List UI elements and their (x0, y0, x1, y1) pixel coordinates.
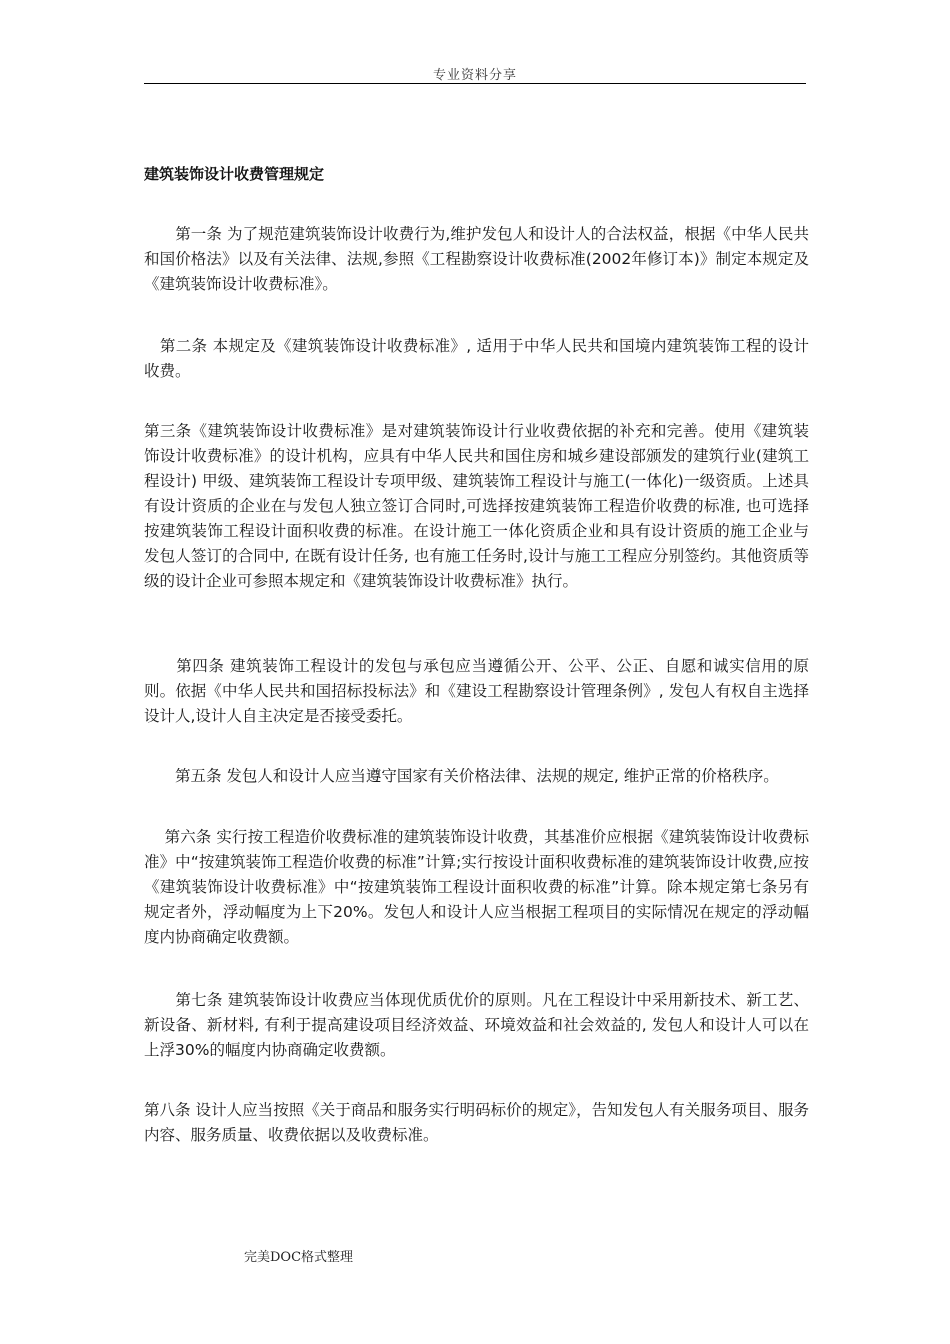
page-footer: 完美DOC格式整理 (244, 1250, 354, 1265)
page-header: 专业资料分享 (432, 68, 517, 83)
article-5: 第五条 发包人和设计人应当遵守国家有关价格法律、法规的规定, 维护正常的价格秩序。 (144, 767, 779, 785)
header-divider (144, 83, 806, 84)
article-8: 第八条 设计人应当按照《关于商品和服务实行明码标价的规定》，告知发包人有关服务项目、服务内容、服务质量、收费依据以及收费标准。 (144, 1101, 809, 1144)
article-3: 第三条《建筑装饰设计收费标准》是对建筑装饰设计行业收费依据的补充和完善。使用《建筑装饰设计收费标准》的设计机构，应具有中华人民共和国住房和城乡建设部颁发的建筑行业(建筑工程设计) 甲级、建筑装饰工程设计专项甲级、建筑装饰工程设计与施工(一体化)一级资质。上述具有设计资质的企业在与发包人独立签订合同时,可选择按建筑装饰工程造价收费的标准, 也可选择按建筑装饰工程设计面积收费的标准。在设计施工一体化资质企业和具有设计资质的施工企业与发包人签订的合同中, 在既有设计任务, 也有施工任务时,设计与施工工程应分别签约。其他资质等级的设计企业可参照本规定和《建筑装饰设计收费标准》执行。 (144, 422, 809, 590)
article-7: 第七条 建筑装饰设计收费应当体现优质优价的原则。凡在工程设计中采用新技术、新工艺、新设备、新材料, 有利于提高建设项目经济效益、环境效益和社会效益的, 发包人和设计人可以在上浮30%的幅度内协商确定收费额。 (144, 991, 809, 1059)
article-1: 第一条 为了规范建筑装饰设计收费行为,维护发包人和设计人的合法权益，根据《中华人民共和国价格法》以及有关法律、法规,参照《工程勘察设计收费标准(2002年修订本)》制定本规定及《建筑装饰设计收费标准》。 (144, 225, 809, 293)
document-title: 建筑装饰设计收费管理规定 (144, 165, 325, 183)
article-2: 第二条 本规定及《建筑装饰设计收费标准》, 适用于中华人民共和国境内建筑装饰工程的设计收费。 (144, 337, 809, 380)
article-6: 第六条 实行按工程造价收费标准的建筑装饰设计收费，其基准价应根据《建筑装饰设计收费标准》中“按建筑装饰工程造价收费的标准”计算;实行按设计面积收费标准的建筑装饰设计收费,应按《建筑装饰设计收费标准》中“按建筑装饰工程设计面积收费的标准”计算。除本规定第七条另有规定者外，浮动幅度为上下20%。发包人和设计人应当根据工程项目的实际情况在规定的浮动幅度内协商确定收费额。 (144, 828, 809, 946)
article-4: 第四条 建筑装饰工程设计的发包与承包应当遵循公开、公平、公正、自愿和诚实信用的原则。依据《中华人民共和国招标投标法》和《建设工程勘察设计管理条例》, 发包人有权自主选择设计人,设计人自主决定是否接受委托。 (144, 657, 809, 725)
